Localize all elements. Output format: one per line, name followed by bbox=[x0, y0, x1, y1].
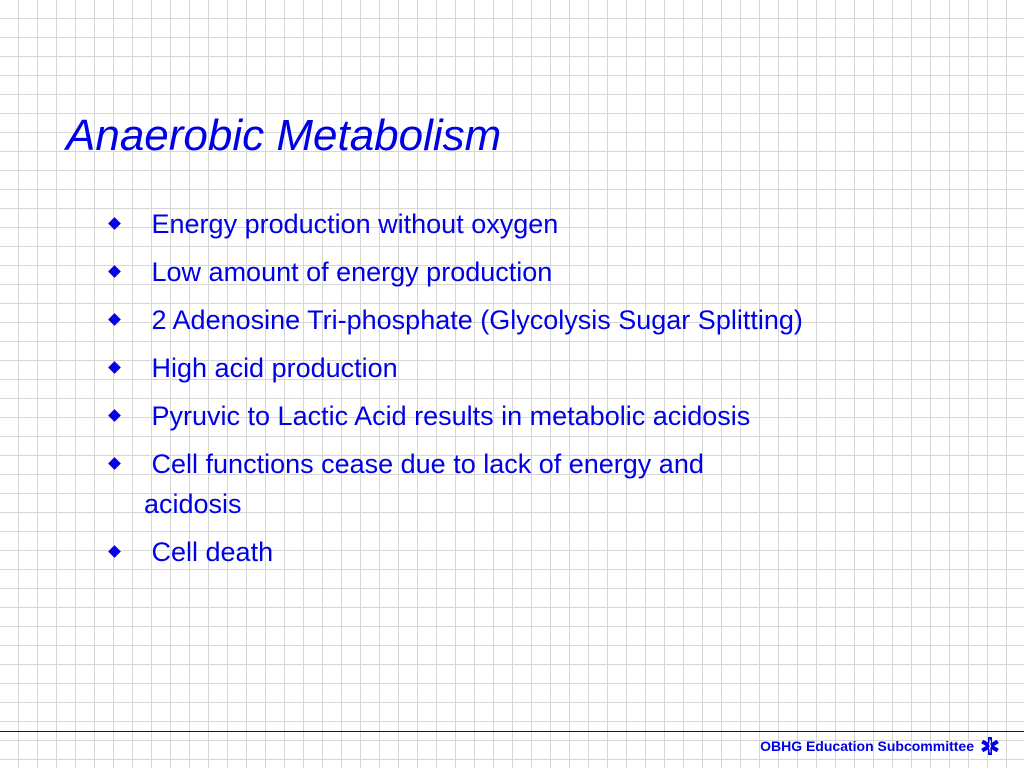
bullet-list bbox=[106, 204, 806, 580]
bullet-item bbox=[106, 300, 806, 340]
bullet-item bbox=[106, 444, 806, 524]
bullet-item bbox=[106, 348, 806, 388]
diamond-bullet-icon bbox=[108, 361, 121, 374]
diamond-bullet-icon bbox=[108, 265, 121, 278]
bullet-item bbox=[106, 396, 806, 436]
footer-text: OBHG Education Subcommittee bbox=[760, 738, 974, 754]
bullet-item bbox=[106, 204, 806, 244]
bullet-text: Pyruvic to Lactic Acid results in metabolic acidosis bbox=[144, 401, 751, 431]
star-of-life-icon bbox=[980, 736, 1000, 756]
footer-divider bbox=[0, 731, 1024, 732]
diamond-bullet-icon bbox=[108, 313, 121, 326]
footer bbox=[760, 734, 1000, 758]
bullet-text: Cell functions cease due to lack of energy and acidosis bbox=[144, 449, 712, 519]
bullet-item bbox=[106, 532, 806, 572]
bullet-text: Low amount of energy production bbox=[144, 257, 553, 287]
diamond-bullet-icon bbox=[108, 545, 121, 558]
bullet-text: Energy production without oxygen bbox=[144, 209, 559, 239]
bullet-text: High acid production bbox=[144, 353, 398, 383]
bullet-item bbox=[106, 252, 806, 292]
diamond-bullet-icon bbox=[108, 217, 121, 230]
slide-title: Anaerobic Metabolism bbox=[66, 111, 502, 160]
bullet-text: Cell death bbox=[144, 537, 274, 567]
bullet-text: 2 Adenosine Tri-phosphate (Glycolysis Sugar Splitting) bbox=[144, 305, 803, 335]
diamond-bullet-icon bbox=[108, 409, 121, 422]
diamond-bullet-icon bbox=[108, 457, 121, 470]
